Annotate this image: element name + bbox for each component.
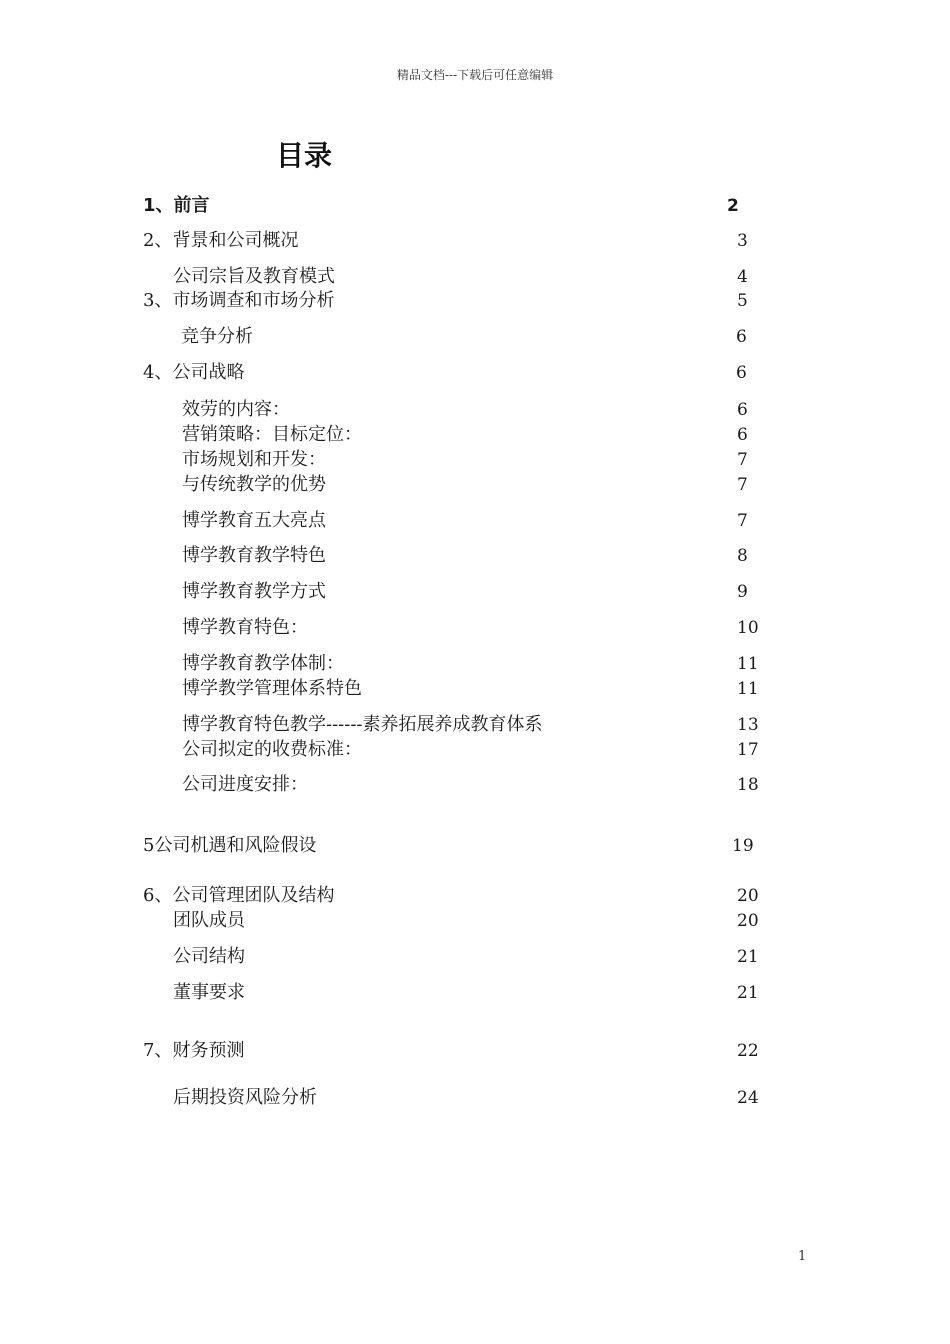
toc-item-page: 21 <box>737 983 759 1003</box>
toc-item-page: 20 <box>737 911 759 931</box>
toc-item-page: 11 <box>737 654 759 674</box>
toc-item-label: 博学教育特色教学------素养拓展养成教育体系 <box>182 714 543 735</box>
toc-item-page: 20 <box>737 886 759 906</box>
toc-item-page: 11 <box>737 679 759 699</box>
page-title: 目录 <box>276 139 333 172</box>
toc-item-page: 6 <box>737 400 748 420</box>
toc-item-label: 7、财务预测 <box>143 1040 245 1061</box>
toc-item-page: 7 <box>737 511 748 531</box>
toc-item-label: 4、公司战略 <box>143 362 245 383</box>
toc-item-label: 后期投资风险分析 <box>173 1087 317 1108</box>
toc-item-label: 6、公司管理团队及结构 <box>143 885 335 906</box>
toc-item-page: 6 <box>736 327 747 347</box>
toc-item-label: 5公司机遇和风险假设 <box>143 835 317 856</box>
page-header: 精品文档---下载后可任意编辑 <box>396 68 554 82</box>
toc-item-label: 1、前言 <box>143 195 210 216</box>
toc-item-page: 9 <box>737 582 748 602</box>
toc-item-page: 17 <box>737 740 759 760</box>
toc-item-page: 7 <box>737 475 748 495</box>
toc-item-page: 22 <box>737 1041 759 1061</box>
toc-item-page: 2 <box>727 196 739 216</box>
toc-item-page: 5 <box>737 291 748 311</box>
toc-item-page: 6 <box>736 363 747 383</box>
toc-item-label: 3、市场调查和市场分析 <box>143 290 335 311</box>
toc-item-label: 团队成员 <box>173 910 245 931</box>
toc-item-page: 10 <box>737 618 759 638</box>
toc-item-page: 3 <box>737 231 748 251</box>
toc-item-label: 公司进度安排： <box>182 774 308 795</box>
toc-item-label: 博学教育教学方式 <box>182 581 326 602</box>
toc-item-label: 营销策略：目标定位： <box>182 424 362 445</box>
toc-item-page: 19 <box>732 836 754 856</box>
toc-item-label: 博学教育五大亮点 <box>182 510 326 531</box>
toc-item-label: 公司结构 <box>173 946 245 967</box>
toc-item-page: 18 <box>737 775 759 795</box>
toc-item-page: 7 <box>737 450 748 470</box>
toc-item-page: 4 <box>737 267 748 287</box>
toc-item-label: 效劳的内容： <box>182 399 290 420</box>
toc-item-label: 竞争分析 <box>181 326 253 347</box>
toc-item-page: 24 <box>737 1088 759 1108</box>
toc-item-label: 2、背景和公司概况 <box>143 230 299 251</box>
toc-item-label: 博学教育特色： <box>182 617 308 638</box>
toc-item-label: 与传统教学的优势 <box>182 474 326 495</box>
toc-item-label: 市场规划和开发： <box>182 449 326 470</box>
page-number: 1 <box>798 1249 807 1264</box>
toc-item-label: 公司宗旨及教育模式 <box>173 266 335 287</box>
toc-item-label: 公司拟定的收费标准： <box>182 739 362 760</box>
toc-item-label: 博学教学管理体系特色 <box>182 678 362 699</box>
toc-item-page: 8 <box>737 546 748 566</box>
toc-item-page: 13 <box>737 715 759 735</box>
toc-item-label: 董事要求 <box>173 982 245 1003</box>
toc-item-label: 博学教育教学特色 <box>182 545 326 566</box>
toc-item-page: 6 <box>737 425 748 445</box>
toc-item-label: 博学教育教学体制： <box>182 653 344 674</box>
toc-item-page: 21 <box>737 947 759 967</box>
